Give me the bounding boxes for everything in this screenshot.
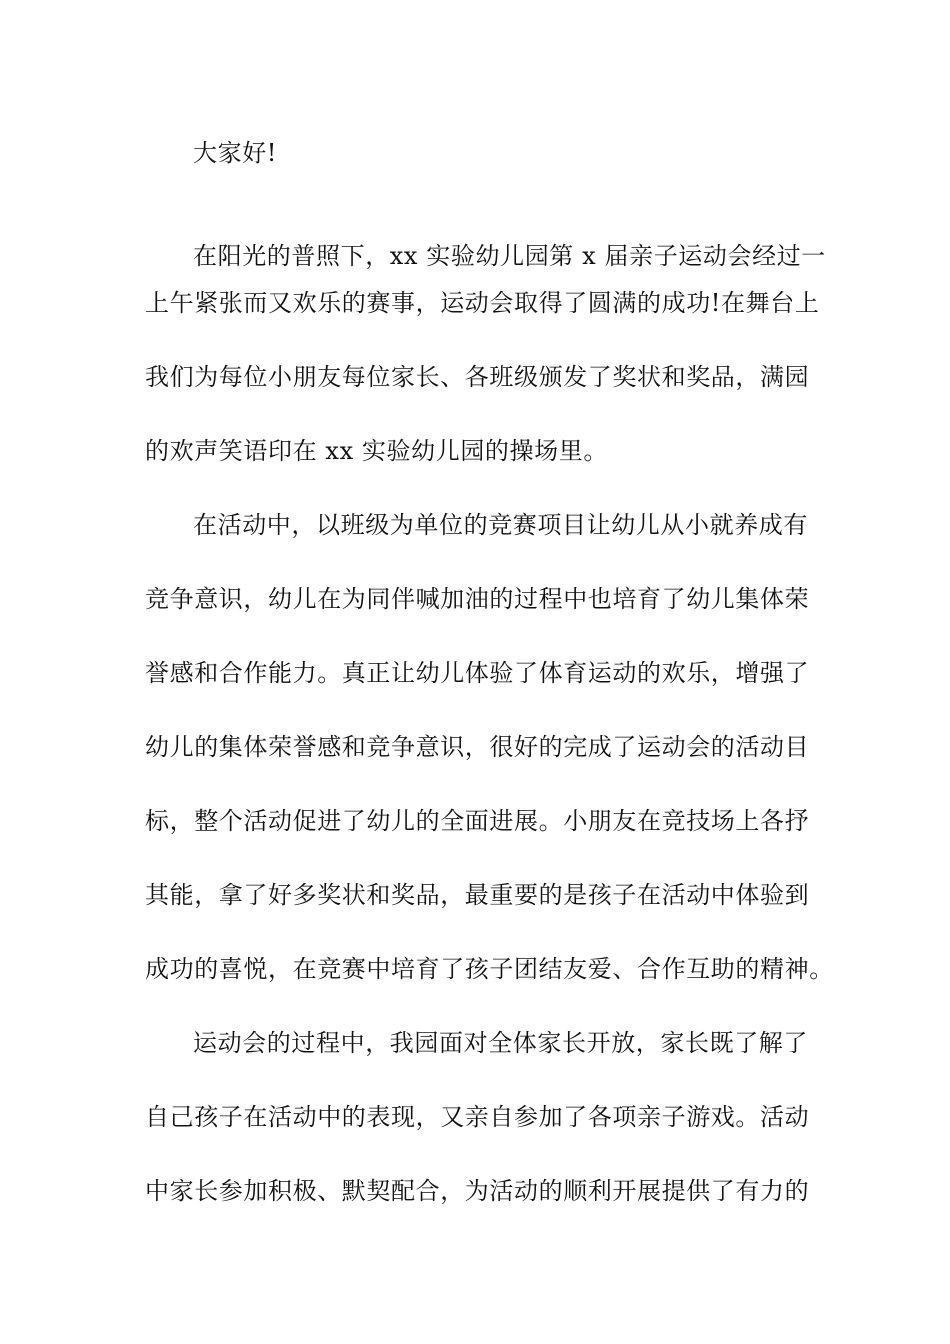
paragraph-3-line-2: 自己孩子在活动中的表现，又亲自参加了各项亲子游戏。活动 [145,1103,810,1131]
paragraph-3-line-3: 中家长参加积极、默契配合，为活动的顺利开展提供了有力的 [145,1177,810,1205]
paragraph-1-line-3: 我们为每位小朋友每位家长、各班级颁发了奖状和奖品，满园 [145,363,810,391]
paragraph-1-line-4: 的欢声笑语印在 xx 实验幼儿园的操场里。 [145,437,608,465]
paragraph-1-line-1: 在阳光的普照下，xx 实验幼儿园第 x 届亲子运动会经过一 [193,242,826,270]
paragraph-2-line-5: 标，整个活动促进了幼儿的全面进展。小朋友在竞技场上各抒 [145,807,810,835]
greeting-line: 大家好! [193,139,278,167]
paragraph-2-line-6: 其能，拿了好多奖状和奖品，最重要的是孩子在活动中体验到 [145,881,810,909]
paragraph-2-line-2: 竞争意识，幼儿在为同伴喊加油的过程中也培育了幼儿集体荣 [145,585,810,613]
paragraph-3-line-1: 运动会的过程中，我园面对全体家长开放，家长既了解了 [193,1029,808,1057]
paragraph-1-line-2: 上午紧张而又欢乐的赛事，运动会取得了圆满的成功!在舞台上 [145,289,820,317]
paragraph-2-line-3: 誉感和合作能力。真正让幼儿体验了体育运动的欢乐，增强了 [145,659,810,687]
paragraph-2-line-7: 成功的喜悦，在竞赛中培育了孩子团结友爱、合作互助的精神。 [145,955,834,983]
paragraph-2-line-4: 幼儿的集体荣誉感和竞争意识，很好的完成了运动会的活动目 [145,733,810,761]
paragraph-2-line-1: 在活动中，以班级为单位的竞赛项目让幼儿从小就养成有 [193,511,808,539]
